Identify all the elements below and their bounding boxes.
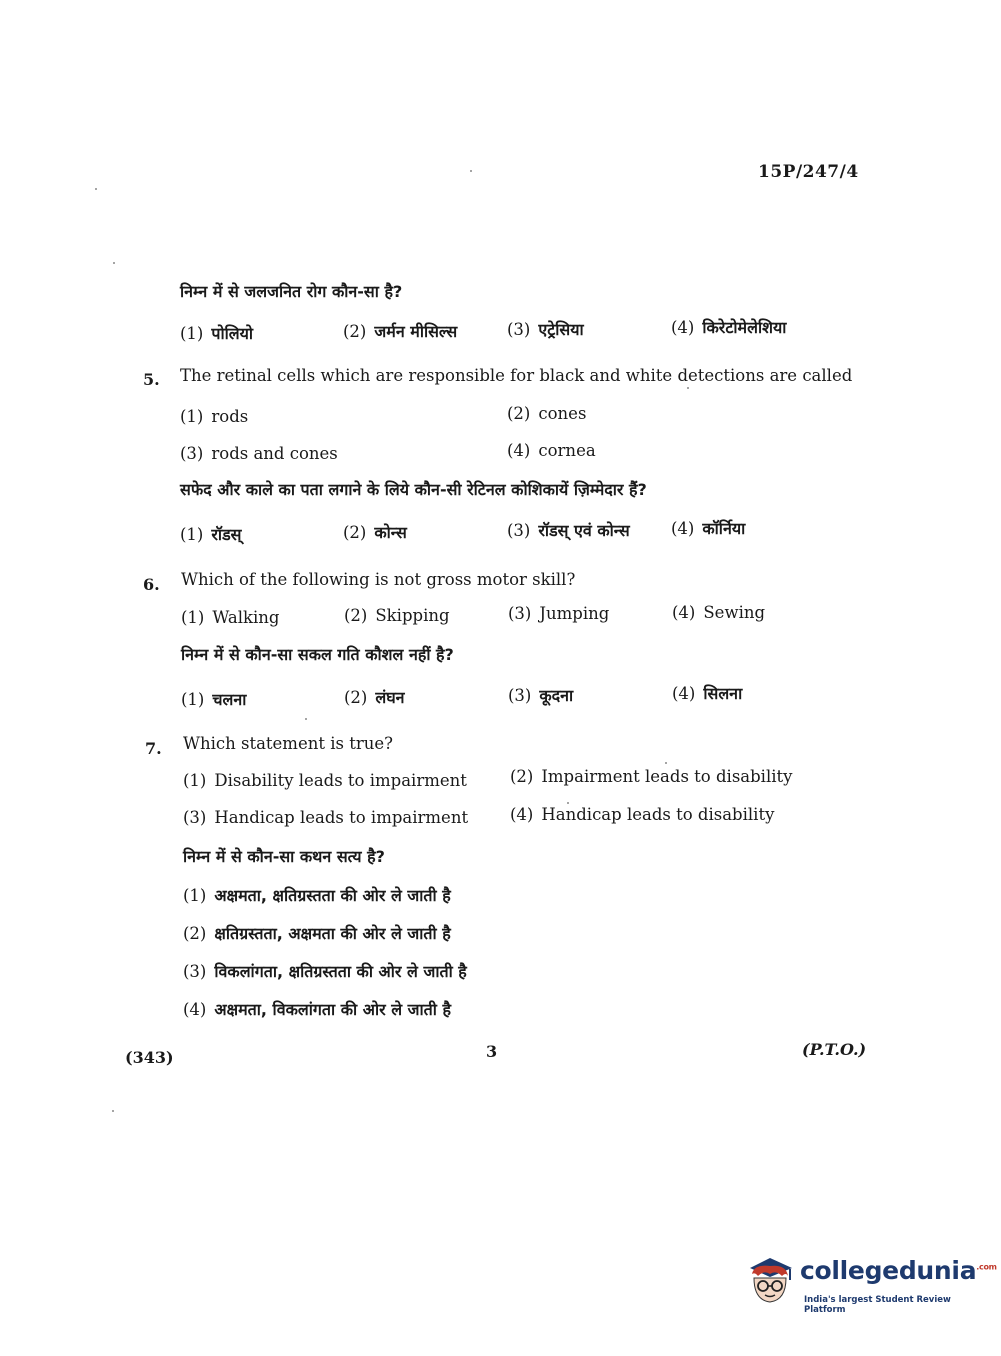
q5-number: 5. — [143, 370, 160, 389]
q5-option-2: (2) cones — [507, 404, 587, 423]
scan-speck — [113, 262, 115, 264]
q6-hindi-option-1: (1) चलना — [181, 690, 247, 709]
paper-code: 15P/247/4 — [758, 162, 859, 182]
q6-hindi-question: निम्न में से कौन-सा सकल गति कौशल नहीं है? — [181, 645, 454, 664]
q7-option-3: (3) Handicap leads to impairment — [183, 808, 469, 827]
q7-hindi-option-4: (4) अक्षमता, विकलांगता की ओर ले जाती है — [183, 1000, 451, 1019]
q6-hindi-option-2: (2) लंघन — [344, 688, 405, 707]
collegedunia-logo[interactable] — [742, 1250, 997, 1315]
q7-number: 7. — [145, 739, 162, 758]
q6-option-4: (4) Sewing — [672, 603, 766, 622]
q5-hindi-option-4: (4) कॉर्निया — [671, 519, 746, 538]
q6-question: Which of the following is not gross motor skill? — [181, 570, 576, 589]
logo-wordmark: collegedunia$^{.com}$ — [800, 1256, 997, 1285]
q5-hindi-option-2: (2) कोन्स — [343, 523, 407, 542]
q7-option-2: (2) Impairment leads to disability — [510, 767, 793, 786]
q5-question: The retinal cells which are responsible for black and white detections are called — [180, 366, 853, 385]
q7-hindi-option-2: (2) क्षतिग्रस्तता, अक्षमता की ओर ले जाती है — [183, 924, 451, 943]
q6-option-3: (3) Jumping — [508, 604, 610, 623]
q5-option-1: (1) rods — [180, 407, 249, 426]
scan-speck — [567, 802, 569, 804]
q7-question: Which statement is true? — [183, 734, 393, 753]
scan-speck — [305, 718, 307, 720]
q5-option-4: (4) cornea — [507, 441, 596, 460]
q5-hindi-question: सफेद और काले का पता लगाने के लिये कौन-सी रेटिनल कोशिकायें ज़िम्मेदार हैं? — [180, 480, 647, 499]
q4-hindi-option-3: (3) एट्रेसिया — [507, 320, 584, 339]
q5-hindi-option-3: (3) रॉडस् एवं कोन्स — [507, 521, 630, 540]
logo-tagline: India's largest Student Review Platform — [804, 1295, 951, 1315]
q7-option-4: (4) Handicap leads to disability — [510, 805, 775, 824]
footer-code: (343) — [125, 1048, 174, 1067]
q6-option-1: (1) Walking — [181, 608, 280, 627]
scan-speck — [470, 170, 472, 172]
q6-option-2: (2) Skipping — [344, 606, 450, 625]
scan-speck — [112, 1110, 114, 1112]
q6-hindi-option-4: (4) सिलना — [672, 684, 743, 703]
q5-hindi-option-1: (1) रॉडस् — [180, 525, 242, 544]
q4-hindi-option-2: (2) जर्मन मीसिल्स — [343, 322, 458, 341]
page-number: 3 — [486, 1042, 498, 1061]
q4-hindi-question: निम्न में से जलजनित रोग कौन-सा है? — [180, 282, 403, 301]
q5-option-3: (3) rods and cones — [180, 444, 338, 463]
q7-option-1: (1) Disability leads to impairment — [183, 771, 467, 790]
student-mascot-icon — [742, 1250, 800, 1308]
scan-speck — [95, 188, 97, 190]
q4-hindi-option-4: (4) किरेटोमेलेशिया — [671, 318, 787, 337]
q7-hindi-option-1: (1) अक्षमता, क्षतिग्रस्तता की ओर ले जाती है — [183, 886, 451, 905]
pto-label: (P.T.O.) — [802, 1040, 867, 1059]
q6-hindi-option-3: (3) कूदना — [508, 686, 574, 705]
q6-number: 6. — [143, 575, 160, 594]
scan-speck — [687, 387, 689, 389]
q7-hindi-question: निम्न में से कौन-सा कथन सत्य है? — [183, 847, 385, 866]
scan-speck — [665, 762, 667, 764]
q4-hindi-option-1: (1) पोलियो — [180, 324, 254, 343]
q7-hindi-option-3: (3) विकलांगता, क्षतिग्रस्तता की ओर ले जाती है — [183, 962, 467, 981]
